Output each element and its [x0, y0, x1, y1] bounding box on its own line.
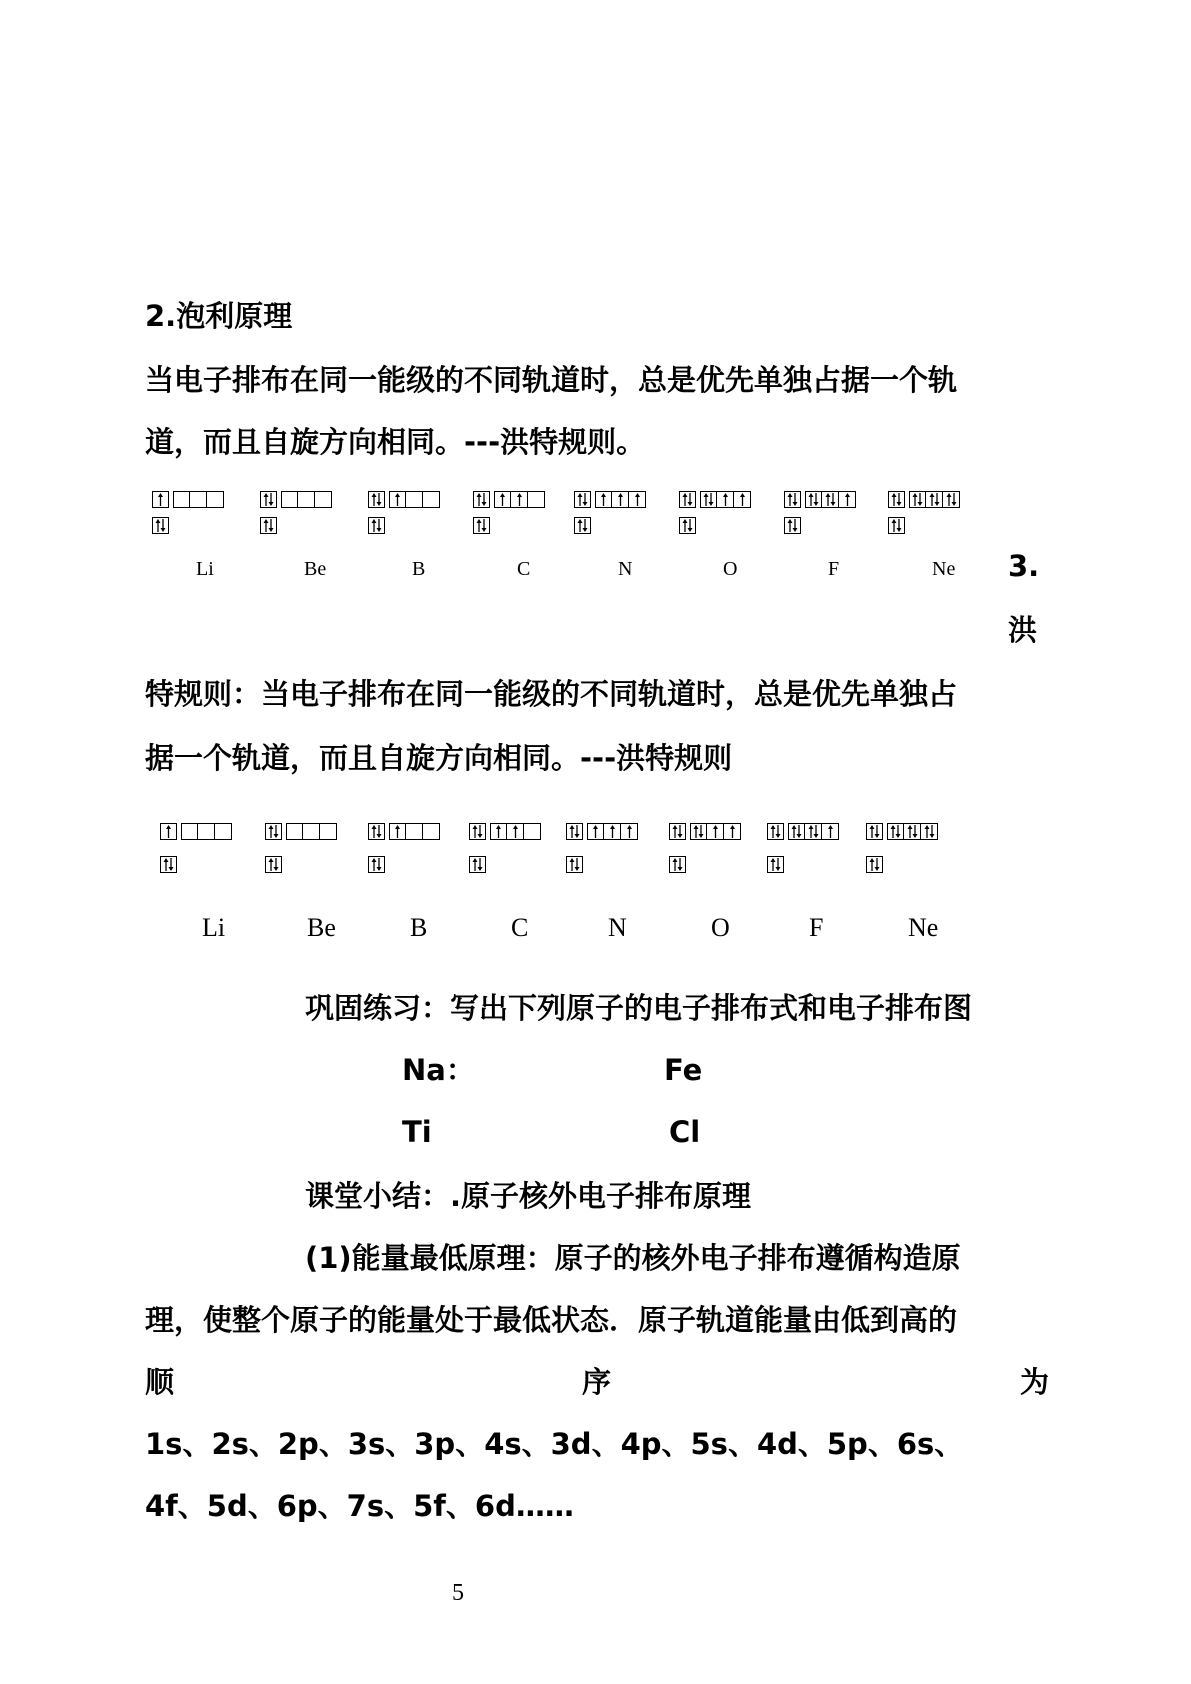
orbital-2p-box: [215, 823, 232, 840]
spin-pair-arrow-icon: [568, 857, 581, 872]
orbital-1s-box: [566, 856, 583, 873]
orbital-order-line-2: 4f、5d、6p、7s、5f、6d……: [145, 1489, 574, 1523]
element-symbol-li: Li: [196, 558, 214, 580]
order-word-3: 为: [1020, 1365, 1050, 1399]
spin-up-arrow-icon: [162, 824, 175, 839]
orbital-2s-box: [469, 823, 486, 840]
spin-pair-arrow-icon: [769, 824, 782, 839]
orbital-2p-box: [524, 823, 541, 840]
spin-up-arrow-icon: [824, 824, 837, 839]
orbital-2s-box: [368, 823, 385, 840]
exercise-item-cl: Cl: [669, 1115, 701, 1149]
element-symbol-ne: Ne: [932, 558, 956, 580]
orbital-2p-box: [320, 823, 337, 840]
orbital-2p-box: [198, 823, 215, 840]
orbital-1s-box: [265, 856, 282, 873]
page-number: 5: [452, 1580, 464, 1606]
spin-pair-arrow-icon: [370, 824, 383, 839]
exercise-item-na: Na：: [402, 1053, 475, 1087]
element-f-orbitals: [767, 823, 839, 873]
orbital-2p-box: [389, 823, 406, 840]
orbital-2p-box: [887, 823, 904, 840]
spin-pair-arrow-icon: [671, 857, 684, 872]
orbital-1s-box: [368, 856, 385, 873]
orbital-2p-box: [604, 823, 621, 840]
orbital-2p-box: [286, 823, 303, 840]
element-symbol-b: B: [412, 558, 426, 580]
spin-pair-arrow-icon: [790, 824, 803, 839]
orbital-1s-box: [160, 856, 177, 873]
element-o-orbitals: [669, 823, 741, 873]
order-word-2: 序: [582, 1365, 612, 1399]
section-2-heading: 2.泡利原理: [145, 299, 293, 333]
spin-up-arrow-icon: [709, 824, 722, 839]
spin-up-arrow-icon: [726, 824, 739, 839]
spin-pair-arrow-icon: [868, 857, 881, 872]
orbital-2p-box: [490, 823, 507, 840]
orbital-2s-box: [160, 823, 177, 840]
spin-pair-arrow-icon: [692, 824, 705, 839]
section-3-heading-number: 3.: [1008, 549, 1040, 583]
section-3-text-line-1: 特规则：当电子排布在同一能级的不同轨道时，总是优先单独占: [145, 677, 958, 711]
summary-paragraph-1-line-2: 理，使整个原子的能量处于最低状态．原子轨道能量由低到高的: [145, 1303, 958, 1337]
orbital-order-line-1: 1s、2s、2p、3s、3p、4s、3d、4p、5s、4d、5p、6s、: [145, 1427, 964, 1461]
orbital-2p-box: [724, 823, 741, 840]
spin-pair-arrow-icon: [671, 824, 684, 839]
spin-pair-arrow-icon: [906, 824, 919, 839]
orbital-1s-box: [669, 856, 686, 873]
spin-pair-arrow-icon: [162, 857, 175, 872]
orbital-2p-box: [587, 823, 604, 840]
orbital-1s-box: [469, 856, 486, 873]
orbital-2p-box: [904, 823, 921, 840]
element-symbol-be: Be: [304, 558, 327, 580]
spin-up-arrow-icon: [391, 824, 404, 839]
summary-title: 课堂小结：.原子核外电子排布原理: [305, 1179, 752, 1213]
orbital-2p-box: [406, 823, 423, 840]
spin-pair-arrow-icon: [807, 824, 820, 839]
orbital-1s-box: [866, 856, 883, 873]
element-ne-orbitals: [866, 823, 938, 873]
spin-pair-arrow-icon: [568, 824, 581, 839]
spin-up-arrow-icon: [589, 824, 602, 839]
spin-pair-arrow-icon: [868, 824, 881, 839]
element-symbol-be: Be: [307, 913, 336, 942]
orbital-1s-box: [767, 856, 784, 873]
section-2-text-line-2: 道，而且自旋方向相同。---洪特规则。: [145, 425, 646, 459]
spin-pair-arrow-icon: [471, 857, 484, 872]
spin-up-arrow-icon: [492, 824, 505, 839]
spin-pair-arrow-icon: [769, 857, 782, 872]
element-symbol-n: N: [618, 558, 633, 580]
orbital-2s-box: [767, 823, 784, 840]
orbital-2p-box: [303, 823, 320, 840]
orbital-2s-box: [566, 823, 583, 840]
element-be-orbitals: [265, 823, 337, 873]
element-symbol-o: O: [711, 913, 730, 942]
orbital-2p-box: [788, 823, 805, 840]
element-symbol-ne: Ne: [908, 913, 939, 942]
element-symbol-li: Li: [202, 913, 226, 942]
summary-paragraph-1-line-1: (1)能量最低原理：原子的核外电子排布遵循构造原: [305, 1241, 961, 1275]
spin-up-arrow-icon: [509, 824, 522, 839]
element-symbol-c: C: [511, 913, 529, 942]
orbital-2p-box: [707, 823, 724, 840]
spin-pair-arrow-icon: [370, 857, 383, 872]
element-symbol-c: C: [517, 558, 531, 580]
element-symbol-o: O: [723, 558, 738, 580]
element-li-orbitals: [160, 823, 232, 873]
orbital-2p-box: [921, 823, 938, 840]
orbital-2s-box: [866, 823, 883, 840]
element-symbol-f: F: [828, 558, 840, 580]
element-symbol-f: F: [809, 913, 824, 942]
spin-pair-arrow-icon: [471, 824, 484, 839]
spin-pair-arrow-icon: [923, 824, 936, 839]
exercise-item-fe: Fe: [664, 1053, 703, 1087]
element-symbol-b: B: [410, 913, 428, 942]
section-2-text-line-1: 当电子排布在同一能级的不同轨道时，总是优先单独占据一个轨: [145, 363, 958, 397]
orbital-2p-box: [690, 823, 707, 840]
orbital-2p-box: [507, 823, 524, 840]
orbital-2s-box: [669, 823, 686, 840]
orbital-2p-box: [423, 823, 440, 840]
spin-up-arrow-icon: [606, 824, 619, 839]
exercise-title: 巩固练习：写出下列原子的电子排布式和电子排布图: [305, 991, 973, 1025]
exercise-item-ti: Ti: [402, 1115, 432, 1149]
section-3-heading-char: 洪: [1008, 613, 1038, 647]
element-b-orbitals: [368, 823, 440, 873]
element-n-orbitals: [566, 823, 638, 873]
orbital-2p-box: [181, 823, 198, 840]
section-3-text-line-2: 据一个轨道，而且自旋方向相同。---洪特规则: [145, 741, 733, 775]
orbital-2p-box: [805, 823, 822, 840]
orbital-2s-box: [265, 823, 282, 840]
spin-pair-arrow-icon: [889, 824, 902, 839]
order-word-1: 顺: [145, 1365, 175, 1399]
spin-pair-arrow-icon: [267, 857, 280, 872]
element-c-orbitals: [469, 823, 541, 873]
element-symbol-n: N: [608, 913, 627, 942]
orbital-2p-box: [822, 823, 839, 840]
spin-pair-arrow-icon: [267, 824, 280, 839]
spin-up-arrow-icon: [623, 824, 636, 839]
orbital-2p-box: [621, 823, 638, 840]
